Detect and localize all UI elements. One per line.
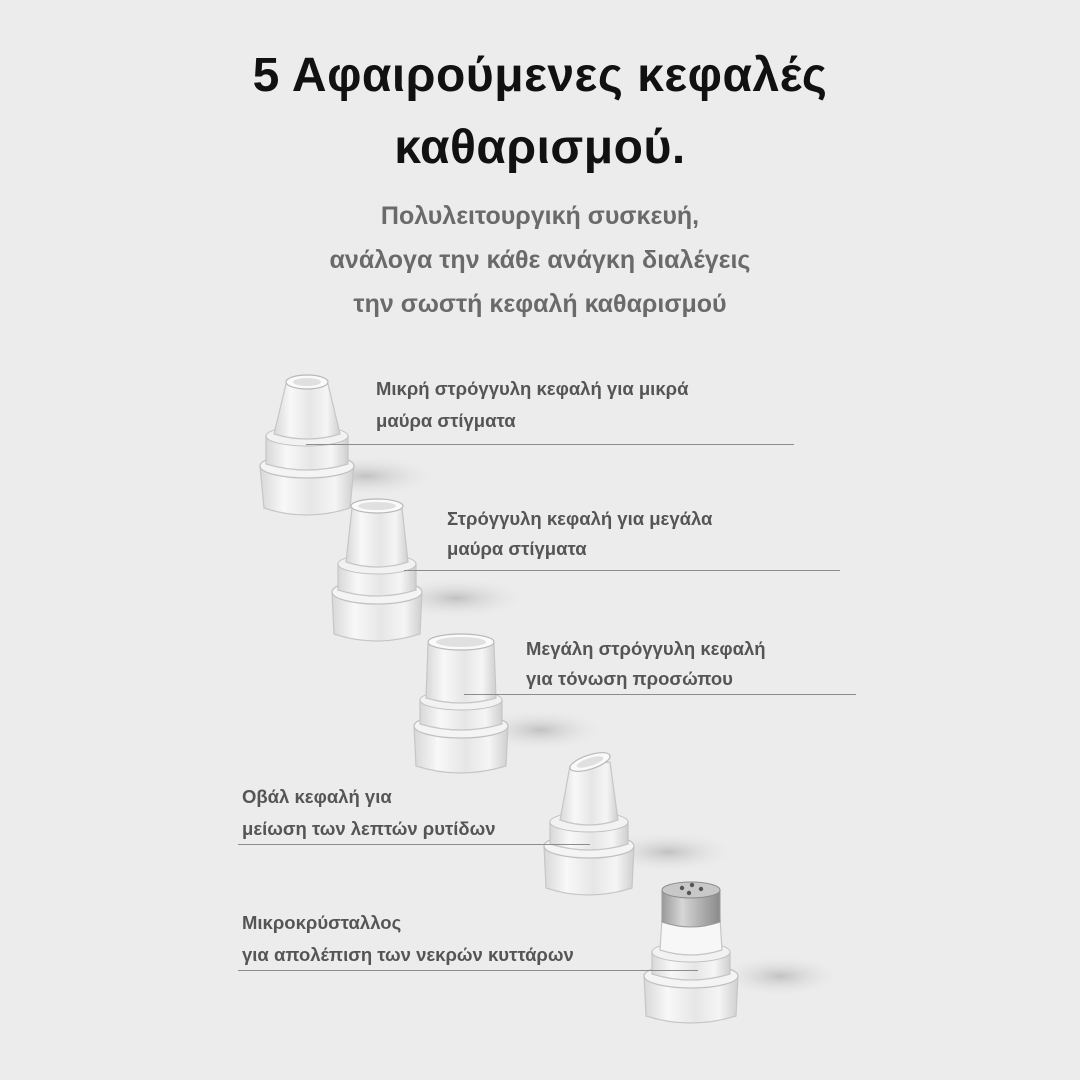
head-label-4-line-1: Οβάλ κεφαλή για	[242, 786, 392, 807]
leader-line-4	[238, 844, 590, 845]
head-label-3-line-1: Μεγάλη στρόγγυλη κεφαλή	[526, 638, 766, 659]
head-label-3-line-2: για τόνωση προσώπου	[526, 668, 733, 689]
head-label-2-line-1: Στρόγγυλη κεφαλή για μεγάλα	[447, 508, 713, 529]
leader-line-1	[306, 444, 794, 445]
subtitle-line-3: την σωστή κεφαλή καθαρισμού	[353, 290, 727, 318]
head-label-1-line-2: μαύρα στίγματα	[376, 410, 516, 431]
leader-line-3	[464, 694, 856, 695]
page-title-line-1: 5 Αφαιρούμενες κεφαλές	[252, 49, 828, 102]
head-label-2-line-2: μαύρα στίγματα	[447, 538, 587, 559]
head-label-1-line-1: Μικρή στρόγγυλη κεφαλή για μικρά	[376, 378, 689, 399]
head-label-4-line-2: μείωση των λεπτών ρυτίδων	[242, 818, 496, 839]
page-title-line-2: καθαρισμού.	[394, 121, 686, 174]
head-label-5-line-2: για απολέπιση των νεκρών κυττάρων	[242, 944, 574, 965]
leader-line-2	[404, 570, 840, 571]
subtitle-line-1: Πολυλειτουργική συσκευή,	[380, 202, 700, 230]
head-label-5-line-1: Μικροκρύσταλλος	[242, 912, 402, 933]
subtitle-line-2: ανάλογα την κάθε ανάγκη διαλέγεις	[329, 246, 751, 274]
microcrystal-head-image	[640, 876, 840, 1036]
leader-line-5	[238, 970, 698, 971]
